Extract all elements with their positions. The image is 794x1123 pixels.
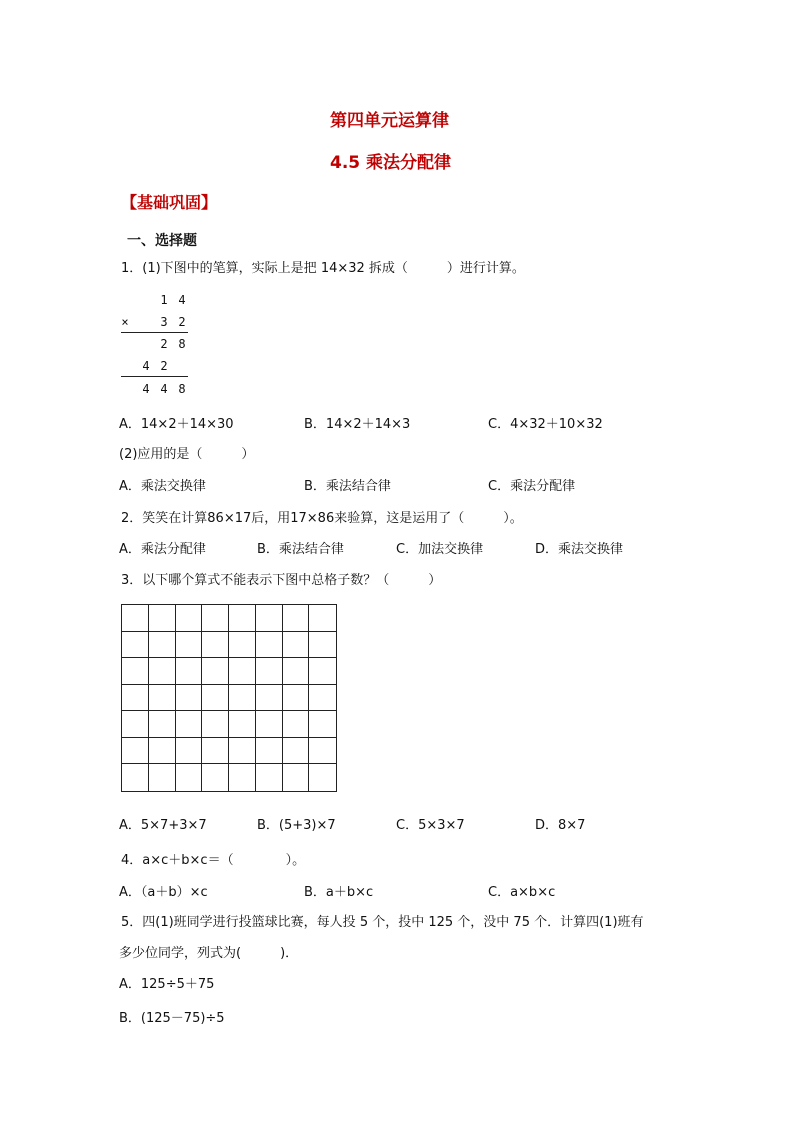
q3-option-d[interactable]: D．8×7 <box>535 818 586 833</box>
q3-option-c[interactable]: C．5×3×7 <box>396 818 465 833</box>
q5-option-a[interactable]: A．125÷5＋75 <box>119 977 215 992</box>
grid-cell <box>229 764 256 791</box>
question-5-text: 5．四(1)班同学进行投篮球比赛，每人投 5 个，投中 125 个，没中 75 个．计算四(1)班有 <box>121 915 644 930</box>
grid-cell <box>283 711 310 738</box>
grid-cell <box>149 764 176 791</box>
grid-cell <box>202 711 229 738</box>
section-heading: 一、选择题 <box>127 233 197 249</box>
grid-cell <box>309 711 336 738</box>
grid-cell <box>176 738 203 765</box>
grid-cell <box>256 685 283 712</box>
q1-2-option-b[interactable]: B．乘法结合律 <box>304 479 391 494</box>
q1-option-c[interactable]: C．4×32＋10×32 <box>488 417 603 432</box>
q2-option-d[interactable]: D．乘法交换律 <box>535 542 624 557</box>
digit: 2 <box>178 315 186 329</box>
grid-cell <box>176 605 203 632</box>
q1-option-a[interactable]: A．14×2＋14×30 <box>119 417 234 432</box>
digit: 8 <box>178 337 186 351</box>
q3-option-a[interactable]: A．5×7+3×7 <box>119 818 207 833</box>
digit: 4 <box>178 293 186 307</box>
grid-cell <box>202 605 229 632</box>
question-1-text: 1．(1)下图中的笔算，实际上是把 14×32 拆成（ ）进行计算。 <box>121 261 525 276</box>
grid-cell <box>229 711 256 738</box>
grid-cell <box>283 632 310 659</box>
grid-cell <box>309 658 336 685</box>
grid-cell <box>149 658 176 685</box>
times-sign: × <box>121 315 129 329</box>
grid-cell <box>176 764 203 791</box>
q4-option-b[interactable]: B．a＋b×c <box>304 885 374 900</box>
grid-cell <box>202 658 229 685</box>
digit: 2 <box>160 337 168 351</box>
q4-option-c[interactable]: C．a×b×c <box>488 885 556 900</box>
question-2-text: 2．笑笑在计算86×17后，用17×86来验算，这是运用了（ ）。 <box>121 511 523 526</box>
question-4-text: 4．a×c＋b×c＝（ ）。 <box>121 853 306 868</box>
grid-cell <box>283 738 310 765</box>
grid-cell <box>122 711 149 738</box>
lesson-title: 4.5 乘法分配律 <box>330 153 452 173</box>
grid-cell <box>309 764 336 791</box>
grid-cell <box>202 685 229 712</box>
grid-cell <box>149 632 176 659</box>
grid-cell <box>122 764 149 791</box>
grid-cell <box>122 738 149 765</box>
divider-line <box>121 332 188 333</box>
divider-line <box>121 376 188 377</box>
grid-cell <box>202 738 229 765</box>
grid-cell <box>176 658 203 685</box>
grid-cell <box>309 738 336 765</box>
grid-cell <box>256 632 283 659</box>
section-tag: 【基础巩固】 <box>121 193 218 212</box>
grid-cell <box>176 632 203 659</box>
q1-2-option-c[interactable]: C．乘法分配律 <box>488 479 576 494</box>
q2-option-b[interactable]: B．乘法结合律 <box>257 542 344 557</box>
grid-cell <box>256 764 283 791</box>
grid-cell <box>309 632 336 659</box>
grid-cell <box>202 632 229 659</box>
grid-cell <box>309 605 336 632</box>
digit: 4 <box>142 359 150 373</box>
grid-cell <box>149 711 176 738</box>
digit: 4 <box>142 382 150 396</box>
grid-cell <box>122 658 149 685</box>
digit: 1 <box>160 293 168 307</box>
q1-option-b[interactable]: B．14×2＋14×3 <box>304 417 411 432</box>
grid-cell <box>283 685 310 712</box>
digit: 8 <box>178 382 186 396</box>
q4-option-a[interactable]: A．（a＋b）×c <box>119 885 208 900</box>
grid-cell <box>229 685 256 712</box>
grid-cell <box>202 764 229 791</box>
grid-cell <box>283 658 310 685</box>
grid-cell <box>229 605 256 632</box>
unit-title: 第四单元运算律 <box>330 111 449 131</box>
grid-figure <box>121 604 337 792</box>
grid-cell <box>256 738 283 765</box>
digit: 2 <box>160 359 168 373</box>
grid-cell <box>149 605 176 632</box>
q3-option-b[interactable]: B．(5+3)×7 <box>257 818 336 833</box>
q2-option-a[interactable]: A．乘法分配律 <box>119 542 206 557</box>
q5-option-b[interactable]: B．(125－75)÷5 <box>119 1011 225 1026</box>
grid-cell <box>149 685 176 712</box>
grid-cell <box>283 605 310 632</box>
grid-cell <box>229 658 256 685</box>
grid-cell <box>176 685 203 712</box>
grid-cell <box>176 711 203 738</box>
grid-cell <box>229 632 256 659</box>
q2-option-c[interactable]: C．加法交换律 <box>396 542 484 557</box>
question-5-text-line-2: 多少位同学，列式为( )． <box>119 946 299 961</box>
digit: 3 <box>160 315 168 329</box>
grid-cell <box>149 738 176 765</box>
grid-cell <box>122 605 149 632</box>
grid-cell <box>283 764 310 791</box>
grid-cell <box>122 632 149 659</box>
grid-cell <box>256 658 283 685</box>
grid-cell <box>256 605 283 632</box>
grid-cell <box>256 711 283 738</box>
grid-cell <box>309 685 336 712</box>
digit: 4 <box>160 382 168 396</box>
q1-2-option-a[interactable]: A．乘法交换律 <box>119 479 206 494</box>
grid-cell <box>229 738 256 765</box>
question-1-part-2-text: (2)应用的是（ ） <box>119 447 255 462</box>
question-3-text: 3．以下哪个算式不能表示下图中总格子数？（ ） <box>121 573 442 588</box>
grid-cell <box>122 685 149 712</box>
